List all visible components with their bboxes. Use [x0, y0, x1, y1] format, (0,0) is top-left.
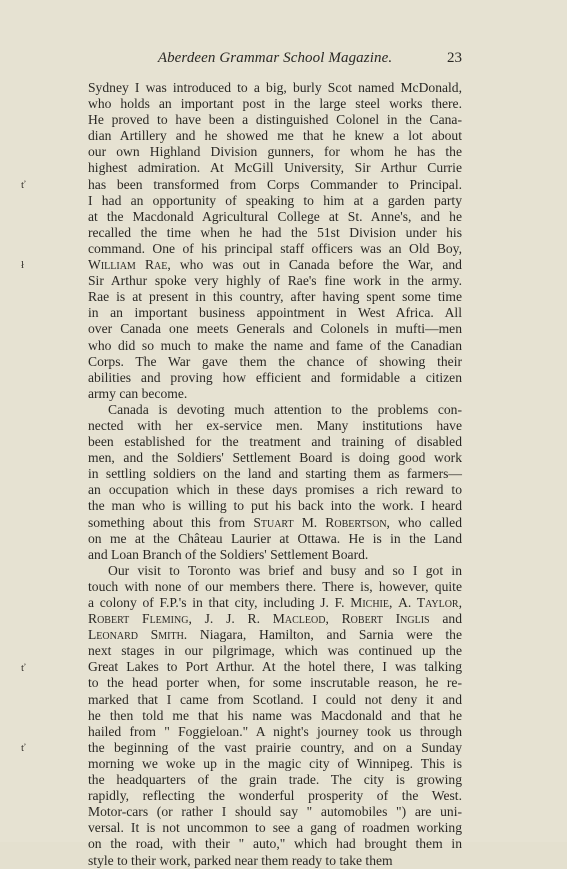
text-line: abilities and proving how efficient and formidable a citizen	[88, 369, 462, 385]
text-line: has been transformed from Corps Commander to Principal.	[88, 176, 462, 192]
person-name: Robert Inglis	[341, 611, 430, 627]
text-line: dian Artillery and he showed me that he knew a lot about	[88, 128, 462, 144]
text-line: over Canada one meets Generals and Colonels in mufti—men	[88, 321, 462, 337]
running-head	[88, 50, 462, 70]
text-line: a colony of F.P.'s in that city, including J. F. Michie, A. Taylor,	[88, 595, 463, 610]
text-line: at the Macdonald Agricultural College at St. Anne's, and he	[88, 208, 462, 224]
text-line: morning we woke up in the magic city of Winnipeg. This is	[88, 755, 462, 771]
running-title: Aberdeen Grammar School Magazine.	[157, 50, 393, 66]
person-name: A. Taylor	[398, 595, 459, 610]
person-name: Leonard Smith	[88, 627, 184, 643]
text-line: I had an opportunity of speaking to him at a garden party	[88, 192, 462, 208]
text-line: Great Lakes to Port Arthur. At the hotel there, I was talking	[88, 659, 462, 675]
text-line: He proved to have been a distinguished Colonel in the Cana-	[88, 112, 462, 128]
text-line: Leonard Smith. Niagara, Hamilton, and Sarnia were the	[88, 627, 462, 643]
person-name: Stuart M. Robertson	[253, 514, 387, 530]
text-line: something about this from Stuart M. Robertson, who called	[88, 514, 463, 530]
text-line: William Rae, who was out in Canada before the War, and	[88, 257, 462, 273]
text-line: in an important business appointment in West Africa. All	[88, 305, 462, 321]
text-line: on me at the Château Laurier at Ottawa. He is in the Land	[88, 530, 462, 546]
page-number: 23	[447, 50, 462, 66]
margin-mark: ł	[21, 259, 25, 272]
text-line: rapidly, reflecting the wonderful prosperity of the West.	[88, 788, 462, 804]
text-line: our own Highland Division gunners, for whom he has the	[88, 144, 462, 160]
person-name: J. F. Michie	[320, 595, 389, 610]
margin-mark: ť	[21, 742, 26, 755]
text-line: the man who is willing to put his back into the work. I heard	[88, 498, 462, 514]
text-line: to the head porter when, for some inscrutable reason, he re-	[88, 675, 462, 691]
text-line: highest admiration. At McGill University, Sir Arthur Currie	[88, 160, 462, 176]
person-name: J. J. R. Macleod	[204, 611, 326, 627]
text-line: he then told me that his name was Macdonald and that he	[88, 707, 462, 723]
text-line: Canada is devoting much attention to the problems con-	[108, 401, 462, 417]
text-line: command. One of his principal staff officers was an Old Boy,	[88, 240, 462, 256]
text-line: Sydney I was introduced to a big, burly Scot named McDonald,	[88, 80, 462, 95]
text-line: in settling soldiers on the land and starting them as farmers—	[88, 466, 462, 482]
text-line: nected with her ex-service men. Many institutions have	[88, 417, 462, 433]
text-line: Rae is at present in this country, after having spent some time	[88, 289, 462, 305]
text-line: Our visit to Toronto was brief and busy and so I got in	[108, 562, 462, 578]
text-line: Sir Arthur spoke very highly of Rae's fine work in the army.	[88, 273, 462, 289]
text-line: army can become.	[88, 385, 188, 401]
text-line: marked that I came from Scotland. I could not deny it and	[88, 691, 462, 707]
text-line: Robert Fleming, J. J. R. Macleod, Robert Inglis and	[88, 611, 462, 627]
person-name: William Rae	[88, 257, 168, 273]
text-line: next stages in our pilgrimage, which was continued up the	[88, 643, 462, 659]
text-line: hailed from " Foggieloan." A night's journey took us through	[88, 723, 462, 739]
text-line: versal. It is not uncommon to see a gang of roadmen working	[88, 820, 462, 836]
text-line: men, and the Soldiers' Settlement Board is doing good work	[88, 450, 462, 466]
text-line: Corps. The War gave them the chance of showing their	[88, 353, 462, 369]
text-line: been established for the treatment and training of disabled	[88, 434, 462, 450]
text-line: an occupation which in these days promises a rich reward to	[88, 482, 462, 498]
text-line: on the road, with their " auto," which had brought them in	[88, 836, 462, 852]
text-line: Motor-cars (or rather I should say " automobiles ") are uni-	[88, 804, 462, 820]
margin-mark: ť	[21, 661, 26, 674]
body-text	[88, 80, 462, 869]
person-name: Robert Fleming	[88, 611, 189, 627]
text-line: and Loan Branch of the Soldiers' Settlement Board.	[88, 546, 369, 562]
text-line: who holds an important post in the large steel works there.	[88, 96, 462, 112]
text-line: touch with none of our members there. There is, however, quite	[88, 578, 462, 594]
text-line: style to their work, parked near them ready to take them	[88, 852, 393, 868]
text-line: the headquarters of the grain trade. The city is growing	[88, 772, 462, 788]
text-line: the beginning of the vast prairie country, and on a Sunday	[88, 739, 462, 755]
text-line: recalled the time when he had the 51st Division under his	[88, 224, 462, 240]
text-line: who did so much to make the name and fame of the Canadian	[88, 337, 462, 353]
margin-mark: ť	[21, 178, 26, 191]
